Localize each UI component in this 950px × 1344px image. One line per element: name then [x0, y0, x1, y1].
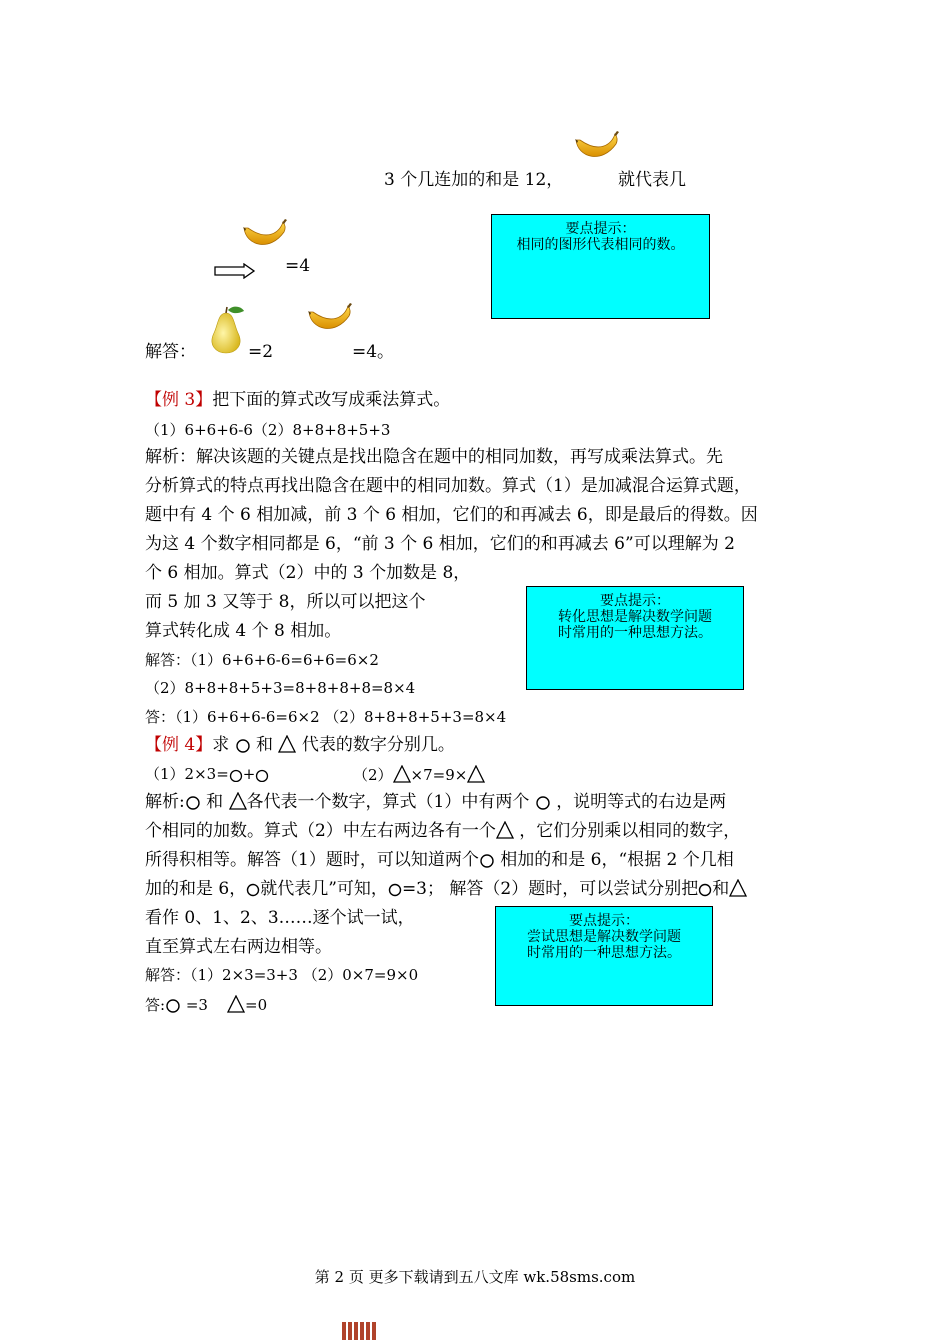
triangle-icon: [496, 821, 514, 839]
heading-text: 和: [256, 735, 274, 755]
analysis-text: 和: [712, 879, 730, 899]
heading-text: 代表的数字分别几。: [301, 735, 455, 755]
circle-icon: [698, 881, 712, 897]
analysis-line: 为这 4 个数字相同都是 6，“前 3 个 6 相加，它们的和再减去 6”可以理解为 2: [145, 534, 735, 554]
heading-text: 求: [212, 735, 230, 755]
banana-eq: =4: [285, 256, 311, 276]
analysis-line: 直至算式左右两边相等。: [145, 937, 332, 957]
tip-line: 时常用的一种思想方法。: [527, 945, 681, 961]
final-text: 答:: [145, 996, 166, 1014]
circle-icon: [229, 768, 243, 782]
analysis-text: 加的和是 6，: [145, 879, 247, 899]
answer-line: 解答：（1）2×3=3+3 （2）0×7=9×0: [145, 966, 419, 984]
answer-line: 解答：（1）6+6+6-6=6+6=6×2: [145, 651, 379, 669]
tip-box-1: [491, 214, 710, 319]
circle-icon: [185, 794, 201, 810]
triangle-icon: [467, 765, 485, 783]
banana-icon: [572, 130, 620, 166]
analysis-text: ，说明等式的右边是两: [556, 792, 727, 812]
analysis-text: 各代表一个数字，算式（1）中有两个: [246, 792, 530, 812]
analysis-line: [145, 821, 740, 841]
example-title: 把下面的算式改写成乘法算式。: [212, 390, 451, 410]
tip-line: 转化思想是解决数学问题: [558, 609, 712, 625]
triangle-icon: [729, 879, 747, 897]
q-text: +: [242, 765, 256, 783]
analysis-text: 就代表几”可知，: [260, 879, 388, 899]
tip-title: 要点提示：: [565, 221, 636, 237]
tip-title: 要点提示：: [600, 593, 670, 609]
example-4-q2: [353, 765, 485, 784]
example-4-q1: [145, 765, 269, 783]
circle-icon: [246, 881, 260, 897]
tip-line: 相同的图形代表相同的数。: [516, 237, 685, 253]
example-3-heading: [145, 390, 450, 410]
example-3-questions: （1）6+6+6-6（2）8+8+8+5+3: [145, 421, 391, 439]
example-tag: 【例 4】: [145, 735, 213, 755]
intro-line1: 3 个几连加的和是 12，: [384, 170, 564, 190]
tip-box-3: [495, 906, 713, 1006]
triangle-icon: [229, 792, 247, 810]
circle-icon: [235, 737, 251, 753]
analysis-line: 算式转化成 4 个 8 相加。: [145, 621, 342, 641]
tip-line: 时常用的一种思想方法。: [558, 625, 712, 641]
circle-icon: [479, 852, 495, 868]
intro-line1-end: 就代表几: [618, 170, 686, 190]
page-footer: 第 2 页 更多下载请到五八文库 wk.58sms.com: [314, 1268, 636, 1286]
circle-icon: [165, 997, 181, 1013]
banana-icon: [305, 302, 353, 338]
analysis-line: [145, 850, 734, 870]
analysis-text: 解析:: [145, 792, 185, 812]
example-4-heading: [145, 735, 455, 755]
final-text: =3: [185, 996, 208, 1014]
analysis-text: =3； 解答（2）题时，可以尝试分别把: [401, 879, 699, 899]
q-text: （1）2×3=: [145, 765, 229, 783]
final-text: =0: [245, 996, 268, 1014]
analysis-line: 而 5 加 3 又等于 8，所以可以把这个: [145, 592, 426, 612]
q-text: （2）: [353, 766, 393, 784]
analysis-text: ，它们分别乘以相同的数字，: [519, 821, 741, 841]
analysis-line: 解析：解决该题的关键点是找出隐含在题中的相同加数，再写成乘法算式。先: [145, 447, 723, 467]
triangle-icon: [227, 995, 245, 1013]
analysis-line: [145, 879, 747, 899]
final-answer: 答：（1）6+6+6-6=6×2 （2）8+8+8+5+3=8×4: [145, 708, 507, 726]
pear-eq: =2: [248, 342, 274, 362]
final-answer: [145, 995, 267, 1014]
analysis-line: 分析算式的特点再找出隐含在题中的相同加数。算式（1）是加减混合运算式题，: [145, 476, 751, 496]
triangle-icon: [393, 765, 411, 783]
answer-label: 解答：: [145, 342, 196, 362]
circle-icon: [255, 768, 269, 782]
analysis-line: 个 6 相加。算式（2）中的 3 个加数是 8，: [145, 563, 471, 583]
answer-line: （2）8+8+8+5+3=8+8+8+8=8×4: [145, 679, 416, 697]
analysis-text: 所得积相等。解答（1）题时，可以知道两个: [145, 850, 479, 870]
circle-icon: [388, 881, 402, 897]
tip-line: 尝试思想是解决数学问题: [527, 929, 681, 945]
pear-icon: [204, 305, 248, 355]
analysis-line: [145, 792, 726, 812]
tip-title: 要点提示：: [569, 913, 639, 929]
banana-icon: [240, 218, 288, 254]
arrow-right-icon: [214, 263, 256, 279]
analysis-line: 看作 0、1、2、3……逐个试一试，: [145, 908, 415, 928]
example-tag: 【例 3】: [145, 390, 213, 410]
triangle-icon: [278, 735, 296, 753]
tip-box-2: [526, 586, 744, 690]
circle-icon: [535, 794, 551, 810]
analysis-line: 题中有 4 个 6 相加减，前 3 个 6 相加，它们的和再减去 6，即是最后的得数。因: [145, 505, 758, 525]
banana-eq-final: =4。: [352, 342, 395, 362]
analysis-text: 个相同的加数。算式（2）中左右两边各有一个: [145, 821, 496, 841]
q-text: ×7=9×: [410, 766, 468, 784]
analysis-text: 和: [206, 792, 224, 812]
analysis-text: 相加的和是 6，“根据 2 个几相: [500, 850, 734, 870]
book-stack-icon: [340, 1320, 382, 1342]
